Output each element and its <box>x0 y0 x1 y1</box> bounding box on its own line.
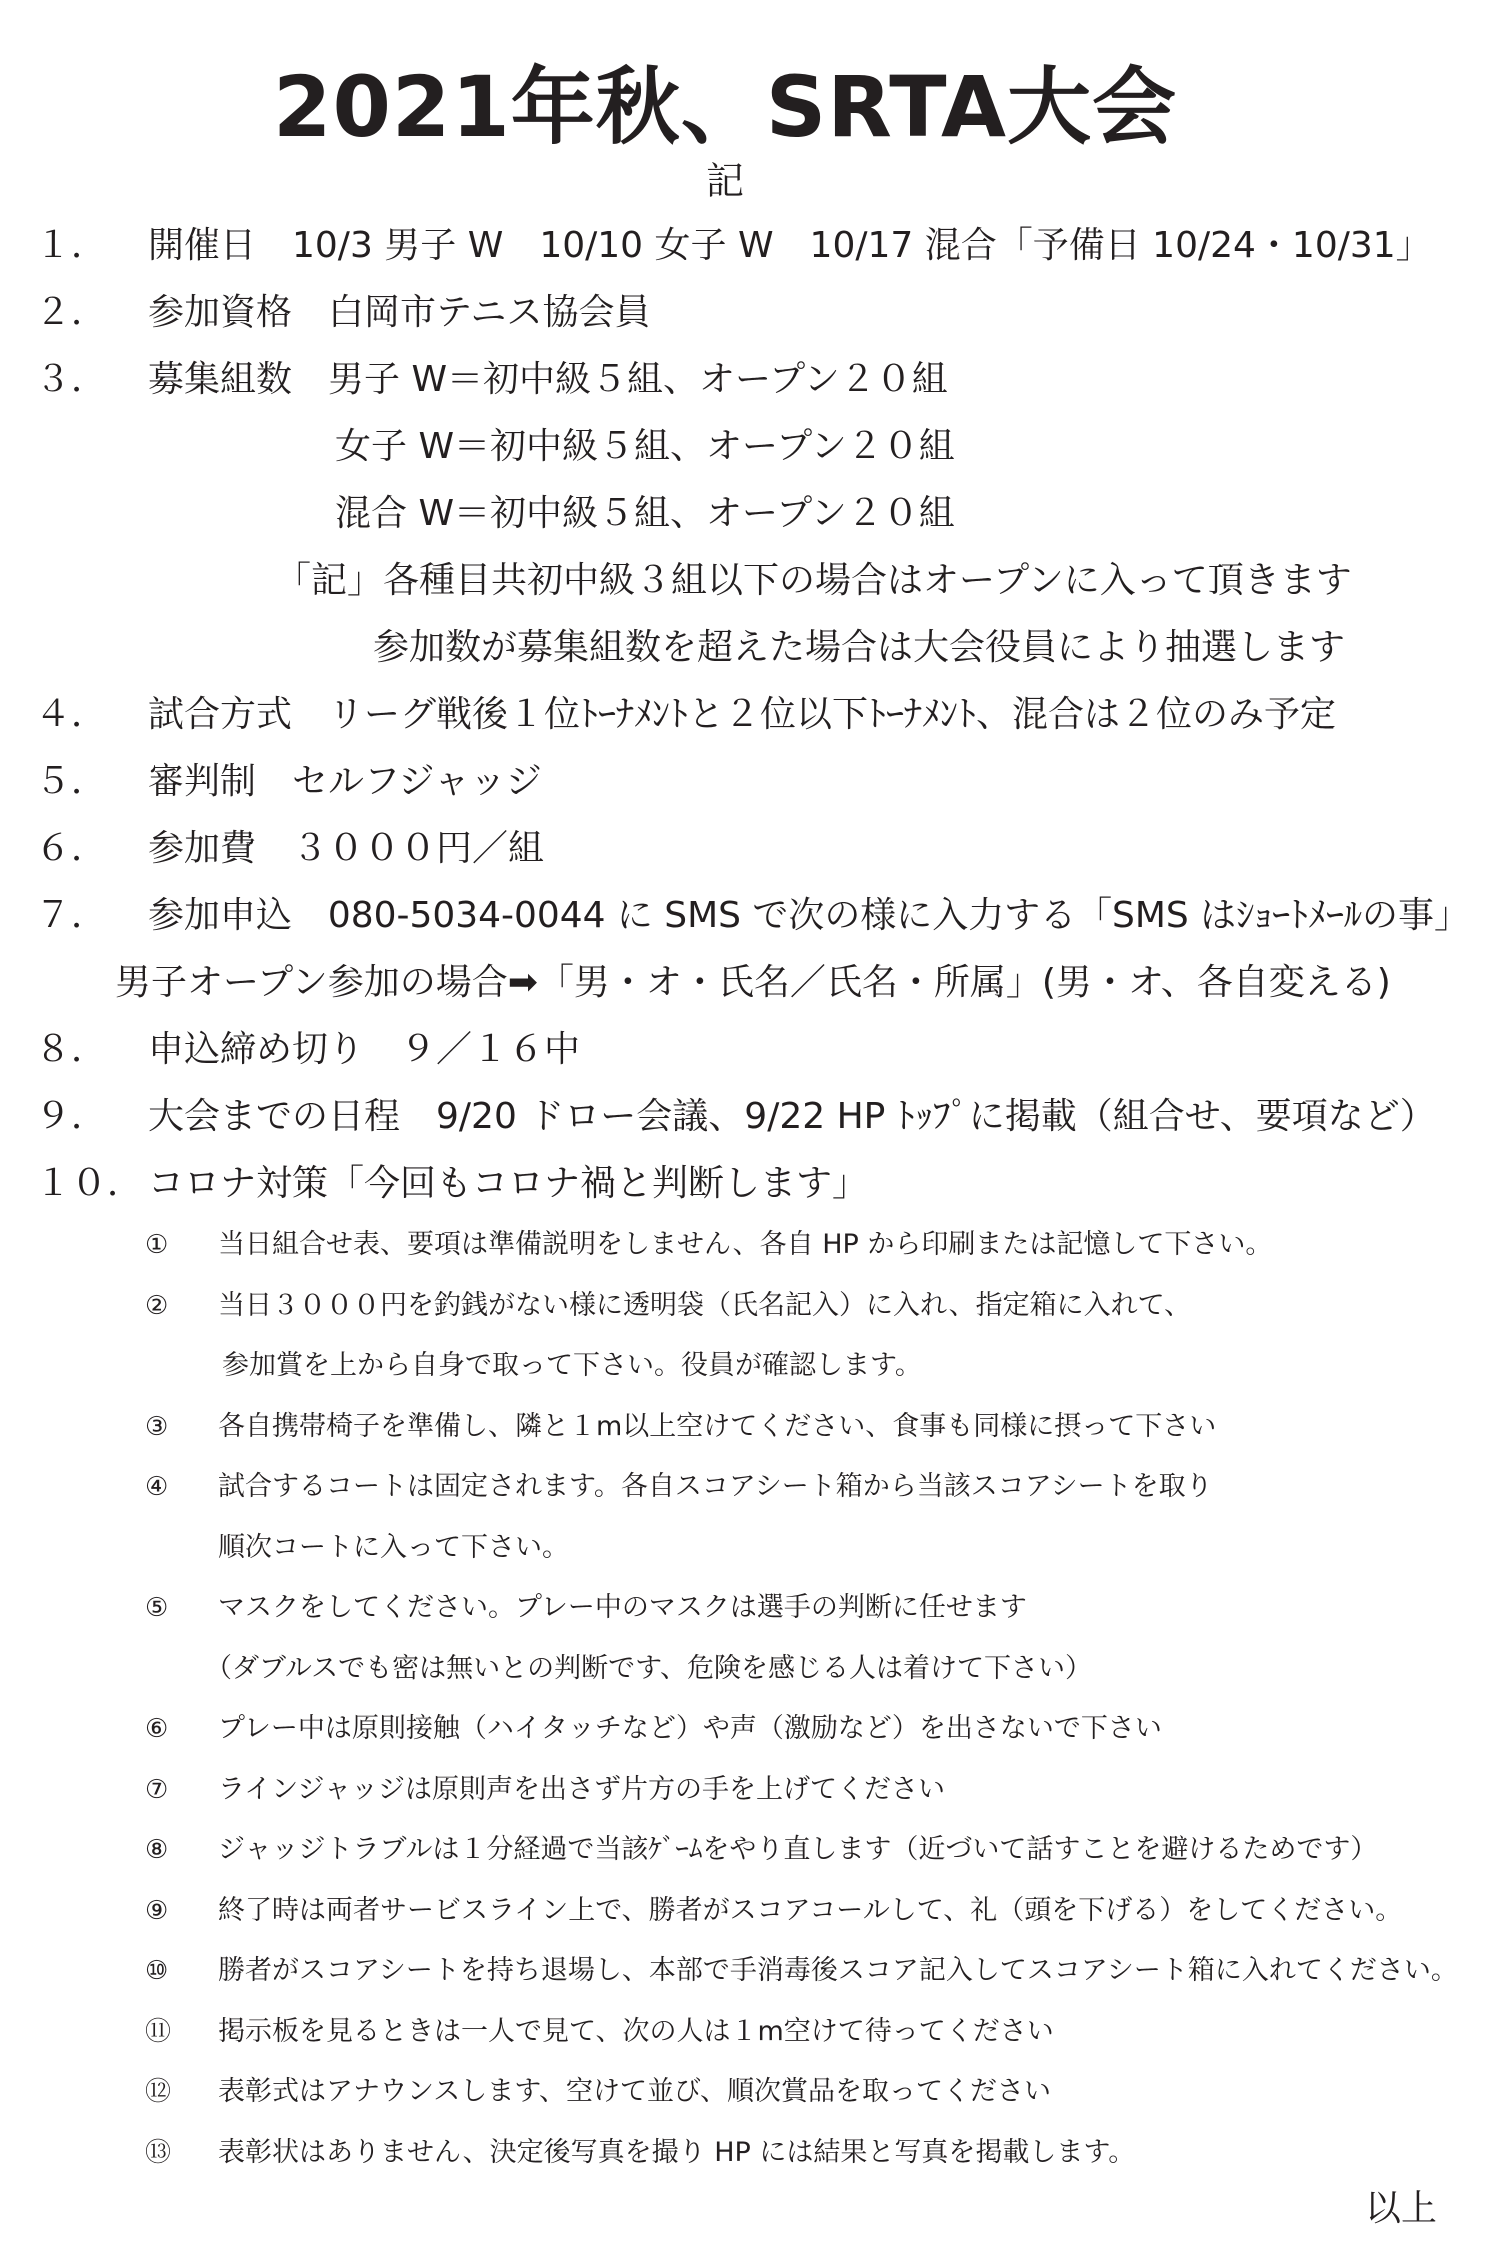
item-text: コロナ対策「今回もコロナ禍と判断します」 <box>148 1163 869 1204</box>
sub-item-text: ジャッジトラブルは１分経過で当該ｹﾞｰﾑをやり直します（近づいて話すことを避けるためです） <box>218 1834 1378 1865</box>
item3-note: 「記」各種目共初中級３組以下の場合はオープンに入って頂きます <box>275 560 1352 601</box>
item-number: ４． <box>35 694 108 735</box>
item-text: 募集組数 男子 W＝初中級５組、オープン２０組 <box>148 359 948 400</box>
sub-item-text: 表彰式はアナウンスします、空けて並び、順次賞品を取ってください <box>218 2076 1051 2107</box>
sub-item-text: 当日３０００円を釣銭がない様に透明袋（氏名記入）に入れ、指定箱に入れて、 <box>218 1290 1192 1321</box>
sub-item-marker: ⑬ <box>145 2138 172 2168</box>
item-text: 参加資格 白岡市テニス協会員 <box>148 292 651 333</box>
sub-item-text: （ダブルスでも密は無いとの判断です、危険を感じる人は着けて下さい） <box>205 1653 1092 1684</box>
item-text: 大会までの日程 9/20 ドロー会議、9/22 HP ﾄｯﾌﾟに掲載（組合せ、要項など） <box>148 1096 1436 1137</box>
sub-item-marker: ⑫ <box>145 2077 172 2107</box>
sub-item-text: 順次コートに入って下さい。 <box>218 1532 569 1563</box>
sub-item-marker: ⑪ <box>145 2017 172 2047</box>
sub-item-text: 当日組合せ表、要項は準備説明をしません、各自 HP から印刷または記憶して下さい。 <box>218 1229 1273 1260</box>
item-number: ７． <box>35 895 108 936</box>
sub-item-text: 参加賞を上から自身で取って下さい。役員が確認します。 <box>222 1350 922 1381</box>
item7-continuation: 男子オープン参加の場合➡「男・オ・氏名／氏名・所属」(男・オ、各自変える) <box>115 962 1391 1003</box>
sub-item-marker: ⑤ <box>145 1593 169 1623</box>
item3-continuation: 混合 W＝初中級５組、オープン２０組 <box>335 493 955 534</box>
sub-item-text: 表彰状はありません、決定後写真を撮り HP には結果と写真を掲載します。 <box>218 2137 1136 2168</box>
item-text: 参加費 ３０００円／組 <box>148 828 545 869</box>
item-number: ８． <box>35 1029 108 1070</box>
sub-item-text: 試合するコートは固定されます。各自スコアシート箱から当該スコアシートを取り <box>218 1471 1213 1502</box>
sub-item-marker: ⑧ <box>145 1835 169 1865</box>
sub-item-text: マスクをしてください。プレー中のマスクは選手の判断に任せます <box>218 1592 1027 1623</box>
sub-item-marker: ⑨ <box>145 1896 169 1926</box>
item-number: １０． <box>35 1163 144 1204</box>
page-title: 2021年秋、SRTA大会 <box>273 58 1177 156</box>
sub-item-text: 勝者がスコアシートを持ち退場し、本部で手消毒後スコア記入してスコアシート箱に入れてください。 <box>218 1955 1458 1986</box>
item-number: ９． <box>35 1096 108 1137</box>
sub-item-marker: ⑩ <box>145 1956 169 1986</box>
sub-item-marker: ⑦ <box>145 1775 169 1805</box>
sub-item-text: プレー中は原則接触（ハイタッチなど）や声（激励など）を出さないで下さい <box>218 1713 1162 1744</box>
item-number: ６． <box>35 828 108 869</box>
sub-item-marker: ③ <box>145 1412 169 1442</box>
item-text: 試合方式 リーグ戦後１位ﾄｰﾅﾒﾝﾄと２位以下ﾄｰﾅﾒﾝﾄ、混合は２位のみ予定 <box>148 694 1337 735</box>
ki-heading: 記 <box>705 159 744 203</box>
sub-item-text: 各自携帯椅子を準備し、隣と１m以上空けてください、食事も同様に摂って下さい <box>218 1411 1217 1442</box>
sub-item-marker: ① <box>145 1230 169 1260</box>
item3-continuation: 女子 W＝初中級５組、オープン２０組 <box>335 426 955 467</box>
sub-item-marker: ④ <box>145 1472 169 1502</box>
sub-item-text: 掲示板を見るときは一人で見て、次の人は１m空けて待ってください <box>218 2016 1054 2047</box>
item3-note: 参加数が募集組数を超えた場合は大会役員により抽選します <box>373 627 1346 668</box>
item-text: 開催日 10/3 男子 W 10/10 女子 W 10/17 混合「予備日 10/24・10/31」 <box>148 225 1432 266</box>
item-number: ３． <box>35 359 108 400</box>
item-number: ２． <box>35 292 108 333</box>
sub-item-text: 終了時は両者サービスライン上で、勝者がスコアコールして、礼（頭を下げる）をしてください。 <box>218 1895 1403 1926</box>
closing-mark: 以上 <box>1365 2188 1438 2229</box>
item-text: 申込締め切り ９／１６中 <box>148 1029 581 1070</box>
sub-item-marker: ⑥ <box>145 1714 169 1744</box>
sub-item-marker: ② <box>145 1291 169 1321</box>
item-number: ５． <box>35 761 108 802</box>
item-number: １． <box>35 225 108 266</box>
item-text: 参加申込 080-5034-0044 に SMS で次の様に入力する「SMS はｼｮｰﾄﾒｰﾙの事」 <box>148 895 1470 936</box>
sub-item-text: ラインジャッジは原則声を出さず片方の手を上げてください <box>218 1774 945 1805</box>
item-text: 審判制 セルフジャッジ <box>148 761 542 802</box>
